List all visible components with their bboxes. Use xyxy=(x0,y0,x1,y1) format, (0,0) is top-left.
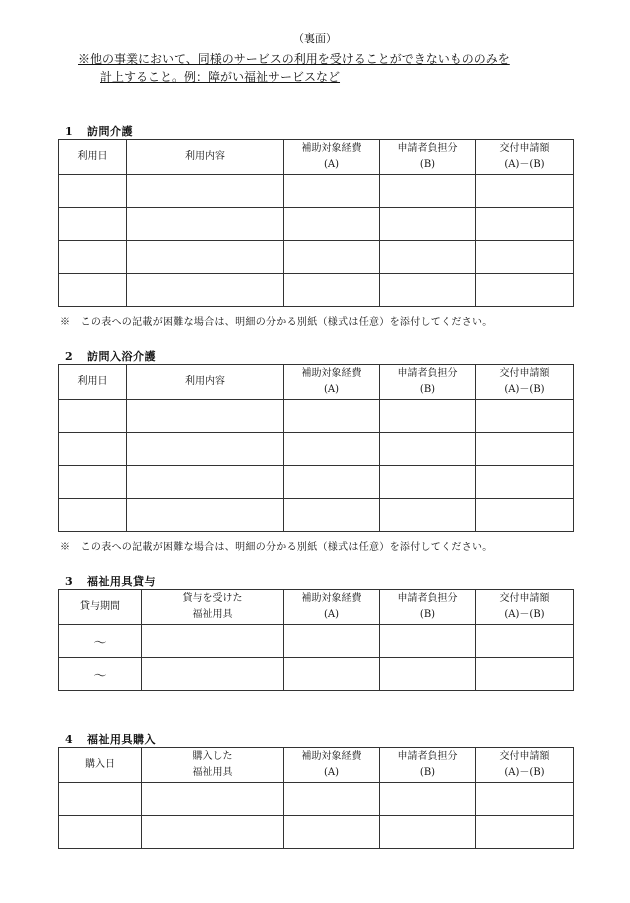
header-text: 補助対象経費 xyxy=(301,368,362,379)
header-sub: 福祉用具 xyxy=(192,767,233,778)
header-text: 購入した xyxy=(192,751,233,762)
usage-date-cell[interactable] xyxy=(59,274,127,307)
table-row xyxy=(59,400,574,433)
grant-amount-cell[interactable] xyxy=(476,274,574,307)
applicant-share-cell[interactable] xyxy=(380,241,476,274)
usage-content-cell[interactable] xyxy=(127,274,284,307)
col-applicant-share xyxy=(380,140,476,175)
footnote: ※ この表への記載が困難な場合は、明細の分かる別紙（様式は任意）を添付してください。 xyxy=(60,317,493,328)
usage-content-cell[interactable] xyxy=(127,208,284,241)
header-sub: (A) xyxy=(323,159,340,170)
header-text: 交付申請額 xyxy=(499,593,550,604)
section-number: 3 xyxy=(65,575,74,588)
col-subsidy-expense xyxy=(284,590,380,625)
col-grant-amount xyxy=(476,365,574,400)
usage-date-cell[interactable] xyxy=(59,433,127,466)
col-grant-amount xyxy=(476,590,574,625)
table-row xyxy=(59,658,574,691)
header-text: 補助対象経費 xyxy=(301,593,362,604)
grant-amount-cell[interactable] xyxy=(476,466,574,499)
welfare-equipment-purchase-table xyxy=(58,747,574,849)
col-applicant-share xyxy=(380,748,476,783)
applicant-share-cell[interactable] xyxy=(380,208,476,241)
header-sub: (A) xyxy=(323,609,340,620)
page-header: （裏面） xyxy=(293,32,337,45)
table-row xyxy=(59,499,574,532)
header-sub: (B) xyxy=(419,159,436,170)
header-sub: 福祉用具 xyxy=(192,609,233,620)
col-applicant-share xyxy=(380,365,476,400)
usage-content-cell[interactable] xyxy=(127,241,284,274)
header-text: 交付申請額 xyxy=(499,368,550,379)
applicant-share-cell[interactable] xyxy=(380,658,476,691)
applicant-share-cell[interactable] xyxy=(380,433,476,466)
note-line-2: 計上すること。例：障がい福祉サービスなど xyxy=(100,70,341,84)
usage-date-cell[interactable] xyxy=(59,208,127,241)
section-number: 2 xyxy=(65,350,74,363)
applicant-share-cell[interactable] xyxy=(380,400,476,433)
usage-date-cell[interactable] xyxy=(59,466,127,499)
usage-content-cell[interactable] xyxy=(127,466,284,499)
usage-content-cell[interactable] xyxy=(127,433,284,466)
header-text: 交付申請額 xyxy=(499,751,550,762)
grant-amount-cell[interactable] xyxy=(476,208,574,241)
purchase-date-cell[interactable] xyxy=(59,816,142,849)
subsidy-expense-cell[interactable] xyxy=(284,175,380,208)
header-sub: (A) xyxy=(323,384,340,395)
table-row xyxy=(59,241,574,274)
footnote: ※ この表への記載が困難な場合は、明細の分かる別紙（様式は任意）を添付してください。 xyxy=(60,542,493,553)
col-subsidy-expense xyxy=(284,140,380,175)
subsidy-expense-cell[interactable] xyxy=(284,466,380,499)
header-sub: (B) xyxy=(419,384,436,395)
header-text: 補助対象経費 xyxy=(301,751,362,762)
section-4-title xyxy=(65,731,156,747)
instruction-note xyxy=(78,50,558,86)
applicant-share-cell[interactable] xyxy=(380,783,476,816)
purchase-date-cell[interactable] xyxy=(59,783,142,816)
grant-amount-cell[interactable] xyxy=(476,783,574,816)
subsidy-expense-cell[interactable] xyxy=(284,816,380,849)
header-sub: (A)－(B) xyxy=(504,159,545,170)
subsidy-expense-cell[interactable] xyxy=(284,625,380,658)
table-header-row xyxy=(59,365,574,400)
col-usage-content: 利用内容 xyxy=(127,365,284,400)
section-title-text: 訪問介護 xyxy=(87,125,133,138)
header-sub: (A)－(B) xyxy=(504,384,545,395)
usage-content-cell[interactable] xyxy=(127,175,284,208)
col-purchase-date: 購入日 xyxy=(59,748,142,783)
header-sub: (A) xyxy=(323,767,340,778)
welfare-equipment-rental-table xyxy=(58,589,574,691)
subsidy-expense-cell[interactable] xyxy=(284,433,380,466)
note-line-1: ※他の事業において、同様のサービスの利用を受けることができないもののみを xyxy=(78,52,510,66)
applicant-share-cell[interactable] xyxy=(380,274,476,307)
col-subsidy-expense xyxy=(284,365,380,400)
section-title-text: 訪問入浴介護 xyxy=(87,350,156,363)
header-text: 申請者負担分 xyxy=(397,143,458,154)
home-visit-care-table xyxy=(58,139,574,307)
rental-period-cell[interactable]: ～ xyxy=(59,625,142,658)
applicant-share-cell[interactable] xyxy=(380,816,476,849)
table-row xyxy=(59,175,574,208)
header-text: 交付申請額 xyxy=(499,143,550,154)
applicant-share-cell[interactable] xyxy=(380,625,476,658)
usage-date-cell[interactable] xyxy=(59,175,127,208)
table-header-row xyxy=(59,590,574,625)
rental-period-cell[interactable]: ～ xyxy=(59,658,142,691)
subsidy-expense-cell[interactable] xyxy=(284,208,380,241)
grant-amount-cell[interactable] xyxy=(476,241,574,274)
subsidy-expense-cell[interactable] xyxy=(284,400,380,433)
grant-amount-cell[interactable] xyxy=(476,625,574,658)
subsidy-expense-cell[interactable] xyxy=(284,783,380,816)
col-usage-content: 利用内容 xyxy=(127,140,284,175)
header-sub: (B) xyxy=(419,609,436,620)
header-sub: (A)－(B) xyxy=(504,609,545,620)
grant-amount-cell[interactable] xyxy=(476,175,574,208)
grant-amount-cell[interactable] xyxy=(476,658,574,691)
table-header-row xyxy=(59,748,574,783)
header-text: 補助対象経費 xyxy=(301,143,362,154)
col-grant-amount xyxy=(476,140,574,175)
usage-content-cell[interactable] xyxy=(127,499,284,532)
section-title-text: 福祉用具購入 xyxy=(87,733,156,746)
header-text: 申請者負担分 xyxy=(397,593,458,604)
subsidy-expense-cell[interactable] xyxy=(284,274,380,307)
section-3-title xyxy=(65,573,156,589)
header-sub: (B) xyxy=(419,767,436,778)
col-purchased-equipment xyxy=(142,748,284,783)
subsidy-expense-cell[interactable] xyxy=(284,241,380,274)
rented-equipment-cell[interactable] xyxy=(142,625,284,658)
table-row xyxy=(59,433,574,466)
applicant-share-cell[interactable] xyxy=(380,466,476,499)
header-text: 申請者負担分 xyxy=(397,751,458,762)
grant-amount-cell[interactable] xyxy=(476,499,574,532)
col-subsidy-expense xyxy=(284,748,380,783)
table-row xyxy=(59,208,574,241)
section-2-title xyxy=(65,348,156,364)
table-header-row xyxy=(59,140,574,175)
usage-date-cell[interactable] xyxy=(59,400,127,433)
subsidy-expense-cell[interactable] xyxy=(284,658,380,691)
col-rental-period: 貸与期間 xyxy=(59,590,142,625)
grant-amount-cell[interactable] xyxy=(476,400,574,433)
section-number: 4 xyxy=(65,733,74,746)
usage-date-cell[interactable] xyxy=(59,499,127,532)
usage-content-cell[interactable] xyxy=(127,400,284,433)
col-rented-equipment xyxy=(142,590,284,625)
purchased-equipment-cell[interactable] xyxy=(142,783,284,816)
applicant-share-cell[interactable] xyxy=(380,499,476,532)
table-row xyxy=(59,625,574,658)
table-row xyxy=(59,274,574,307)
col-usage-date: 利用日 xyxy=(59,365,127,400)
table-row xyxy=(59,816,574,849)
subsidy-expense-cell[interactable] xyxy=(284,499,380,532)
col-applicant-share xyxy=(380,590,476,625)
home-bathing-care-table xyxy=(58,364,574,532)
grant-amount-cell[interactable] xyxy=(476,433,574,466)
usage-date-cell[interactable] xyxy=(59,241,127,274)
section-number: 1 xyxy=(65,125,74,138)
table-row xyxy=(59,466,574,499)
header-text: 申請者負担分 xyxy=(397,368,458,379)
section-title-text: 福祉用具貸与 xyxy=(87,575,156,588)
col-grant-amount xyxy=(476,748,574,783)
header-text: 貸与を受けた xyxy=(182,593,243,604)
table-row xyxy=(59,783,574,816)
applicant-share-cell[interactable] xyxy=(380,175,476,208)
section-1-title xyxy=(65,123,133,139)
rented-equipment-cell[interactable] xyxy=(142,658,284,691)
purchased-equipment-cell[interactable] xyxy=(142,816,284,849)
col-usage-date: 利用日 xyxy=(59,140,127,175)
grant-amount-cell[interactable] xyxy=(476,816,574,849)
header-sub: (A)－(B) xyxy=(504,767,545,778)
